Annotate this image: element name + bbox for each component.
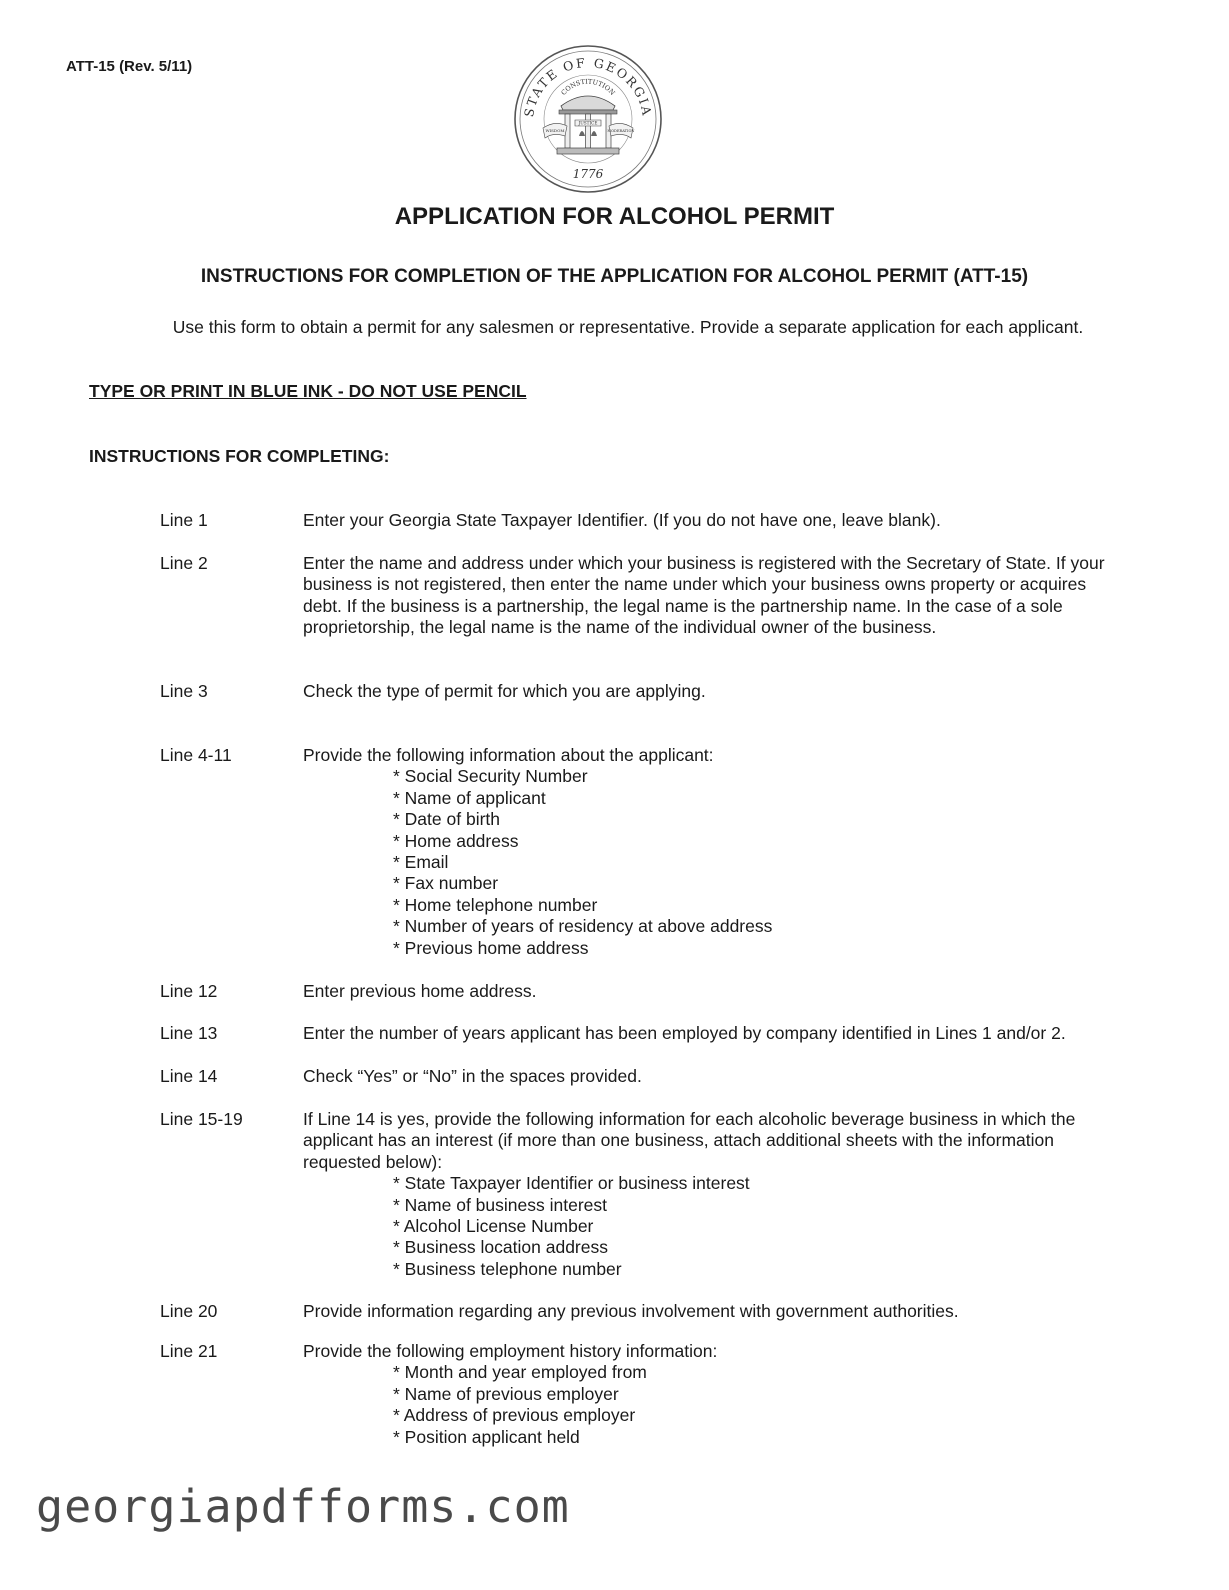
line-text: Check the type of permit for which you are applying.: [303, 681, 706, 701]
seal-top-text: STATE OF GEORGIA: [521, 54, 655, 119]
ink-warning: TYPE OR PRINT IN BLUE INK - DO NOT USE PENCIL: [89, 381, 527, 401]
list-item: * Home address: [393, 830, 519, 851]
line-label: Line 1: [160, 510, 208, 530]
business-interest-list: [303, 1173, 1118, 1280]
line-label: Line 2: [160, 553, 208, 573]
seal-year: 1776: [572, 167, 604, 181]
list-item: * Month and year employed from: [393, 1362, 647, 1383]
line-text: Enter previous home address.: [303, 981, 537, 1001]
seal-right-banner: MODERATION: [607, 129, 635, 133]
state-seal-icon: [513, 44, 663, 194]
list-item: * Number of years of residency at above address: [393, 916, 773, 937]
line-text: Check “Yes” or “No” in the spaces provided.: [303, 1066, 642, 1086]
form-code: ATT-15 (Rev. 5/11): [66, 58, 193, 75]
list-item: * Fax number: [393, 873, 499, 894]
svg-text:CONSTITUTION: [559, 78, 616, 97]
line-label: Line 21: [160, 1341, 218, 1361]
line-label: Line 14: [160, 1066, 218, 1086]
employment-history-list: [303, 1362, 1118, 1448]
line-text: Provide information regarding any previous involvement with government authorities.: [303, 1301, 959, 1321]
list-item: * Position applicant held: [393, 1426, 580, 1447]
list-item: * Name of business interest: [393, 1194, 607, 1215]
list-item: * Email: [393, 852, 449, 873]
line-label: Line 4-11: [160, 745, 232, 765]
line-text: Enter the name and address under which your business is registered with the Secretary of State. If your business is not registered, then enter the name under which your business owns property or acquires debt. If the business is a partnership, the legal name is the partnership name. In the case of a sole proprietorship, the legal name is the name of the individual owner of the business.: [303, 553, 1105, 638]
line-label: Line 20: [160, 1301, 218, 1321]
list-item: * Home telephone number: [393, 894, 598, 915]
line-text: Provide the following information about the applicant:: [303, 745, 714, 765]
list-item: * Previous home address: [393, 937, 589, 958]
line-text: Enter the number of years applicant has been employed by company identified in Lines 1 and/or 2.: [303, 1023, 1066, 1043]
list-item: * Address of previous employer: [393, 1405, 636, 1426]
line-text: Provide the following employment history information:: [303, 1341, 718, 1361]
line-text: If Line 14 is yes, provide the following information for each alcoholic beverage business in which the applicant has an interest (if more than one business, attach additional sheets with the information requested below):: [303, 1109, 1076, 1172]
section-heading: INSTRUCTIONS FOR COMPLETING:: [89, 446, 390, 466]
line-label: Line 3: [160, 681, 208, 701]
list-item: * Business location address: [393, 1237, 608, 1258]
seal-center-banner: JUSTICE: [578, 120, 598, 126]
list-item: * Social Security Number: [393, 766, 588, 787]
line-text: Enter your Georgia State Taxpayer Identifier. (If you do not have one, leave blank).: [303, 510, 941, 530]
list-item: * Business telephone number: [393, 1258, 622, 1279]
seal-ribbon-text: CONSTITUTION: [559, 77, 617, 97]
line-label: Line 12: [160, 981, 218, 1001]
line-label: Line 13: [160, 1023, 218, 1043]
site-watermark: georgiapdfforms.com: [36, 1480, 570, 1533]
list-item: * Name of applicant: [393, 787, 546, 808]
intro-text: Use this form to obtain a permit for any salesmen or representative. Provide a separate application for each applicant.: [172, 317, 1084, 337]
seal-left-banner: WISDOM: [545, 128, 565, 133]
list-item: * Alcohol License Number: [393, 1216, 594, 1237]
list-item: * State Taxpayer Identifier or business interest: [393, 1173, 750, 1194]
list-item: * Name of previous employer: [393, 1383, 619, 1404]
applicant-info-list: [303, 766, 1118, 959]
list-item: * Date of birth: [393, 809, 500, 830]
line-label: Line 15-19: [160, 1109, 243, 1129]
page-subtitle: INSTRUCTIONS FOR COMPLETION OF THE APPLICATION FOR ALCOHOL PERMIT (ATT-15): [200, 266, 1029, 287]
page-title: APPLICATION FOR ALCOHOL PERMIT: [394, 203, 835, 230]
